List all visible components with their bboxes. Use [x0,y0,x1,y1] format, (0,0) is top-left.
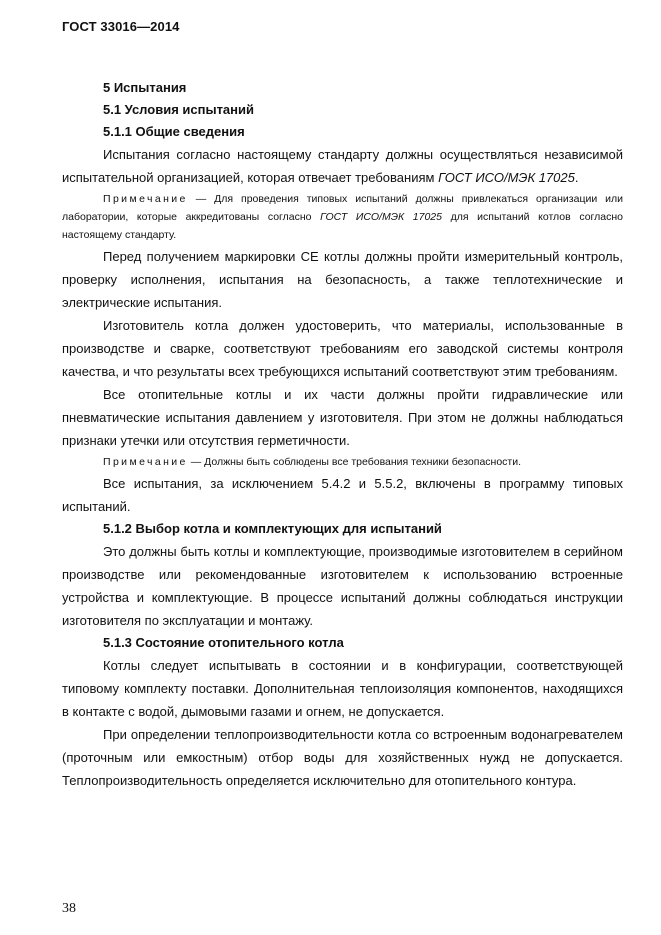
paragraph: Все испытания, за исключением 5.4.2 и 5.5.2, включены в программу типовых испытаний. [62,476,623,514]
subsection-title: 5.1 Условия испытаний [103,102,254,117]
clause-5-1-1-title: 5.1.1 Общие сведения [103,124,245,139]
clause-5-1-2-title: 5.1.2 Выбор котла и комплектующих для испытаний [103,521,442,536]
clause-5-1-3-title: 5.1.3 Состояние отопительного котла [103,635,344,650]
paragraph: Испытания согласно настоящему стандарту должны осуществляться независимой испытательной организацией, которая отвечает требованиям ГОСТ ИСО/МЭК 17025. [62,147,623,185]
standard-reference: ГОСТ ИСО/МЭК 17025 [320,211,442,223]
paragraph: Перед получением маркировки CE котлы должны пройти измерительный контроль, проверку исполнения, испытания на безопасность, а также теплотехнические и электрические испытания. [62,249,623,310]
document-header: ГОСТ 33016—2014 [62,19,180,34]
standard-reference: ГОСТ ИСО/МЭК 17025 [438,170,575,185]
note-label: Примечание [103,193,188,205]
page-content [62,77,623,792]
note: Примечание — Должны быть соблюдены все требования техники безопасности. [103,456,522,468]
paragraph: Котлы следует испытывать в состоянии и в конфигурации, соответствующей типовому комплекту поставки. Дополнительная теплоизоляция компонентов, находящихся в контакте с водой, дымовыми газами и огнем, не допускается. [62,658,623,719]
paragraph: Все отопительные котлы и их части должны пройти гидравлические или пневматические испытания давлением у изготовителя. При этом не должны наблюдаться признаки утечки или отсутствия герметичности. [62,387,623,448]
note: Примечание — Для проведения типовых испытаний должны привлекаться организации или лаборатории, которые аккредитованы согласно ГОСТ ИСО/МЭК 17025 для испытаний котлов согласно настоящему стандарту. [62,193,623,241]
paragraph: При определении теплопроизводительности котла со встроенным водонагревателем (проточным или емкостным) отбор воды для хозяйственных нужд не допускается. Теплопроизводительность определяется исключительно для отопительного контура. [62,727,623,788]
section-title: 5 Испытания [103,80,187,95]
page-number: 38 [62,901,76,916]
paragraph: Это должны быть котлы и комплектующие, производимые изготовителем в серийном производстве или рекомендованные изготовителем к использованию встроенные устройства и комплектующие. В процессе испытаний должны соблюдаться инструкции изготовителя по эксплуатации и монтажу. [62,544,623,628]
paragraph: Изготовитель котла должен удостоверить, что материалы, использованные в производстве и сварке, соответствуют требованиям его заводской системы контроля качества, и что результаты всех требующихся испытаний соответствуют этим требованиям. [62,318,623,379]
note-label: Примечание [103,456,188,468]
